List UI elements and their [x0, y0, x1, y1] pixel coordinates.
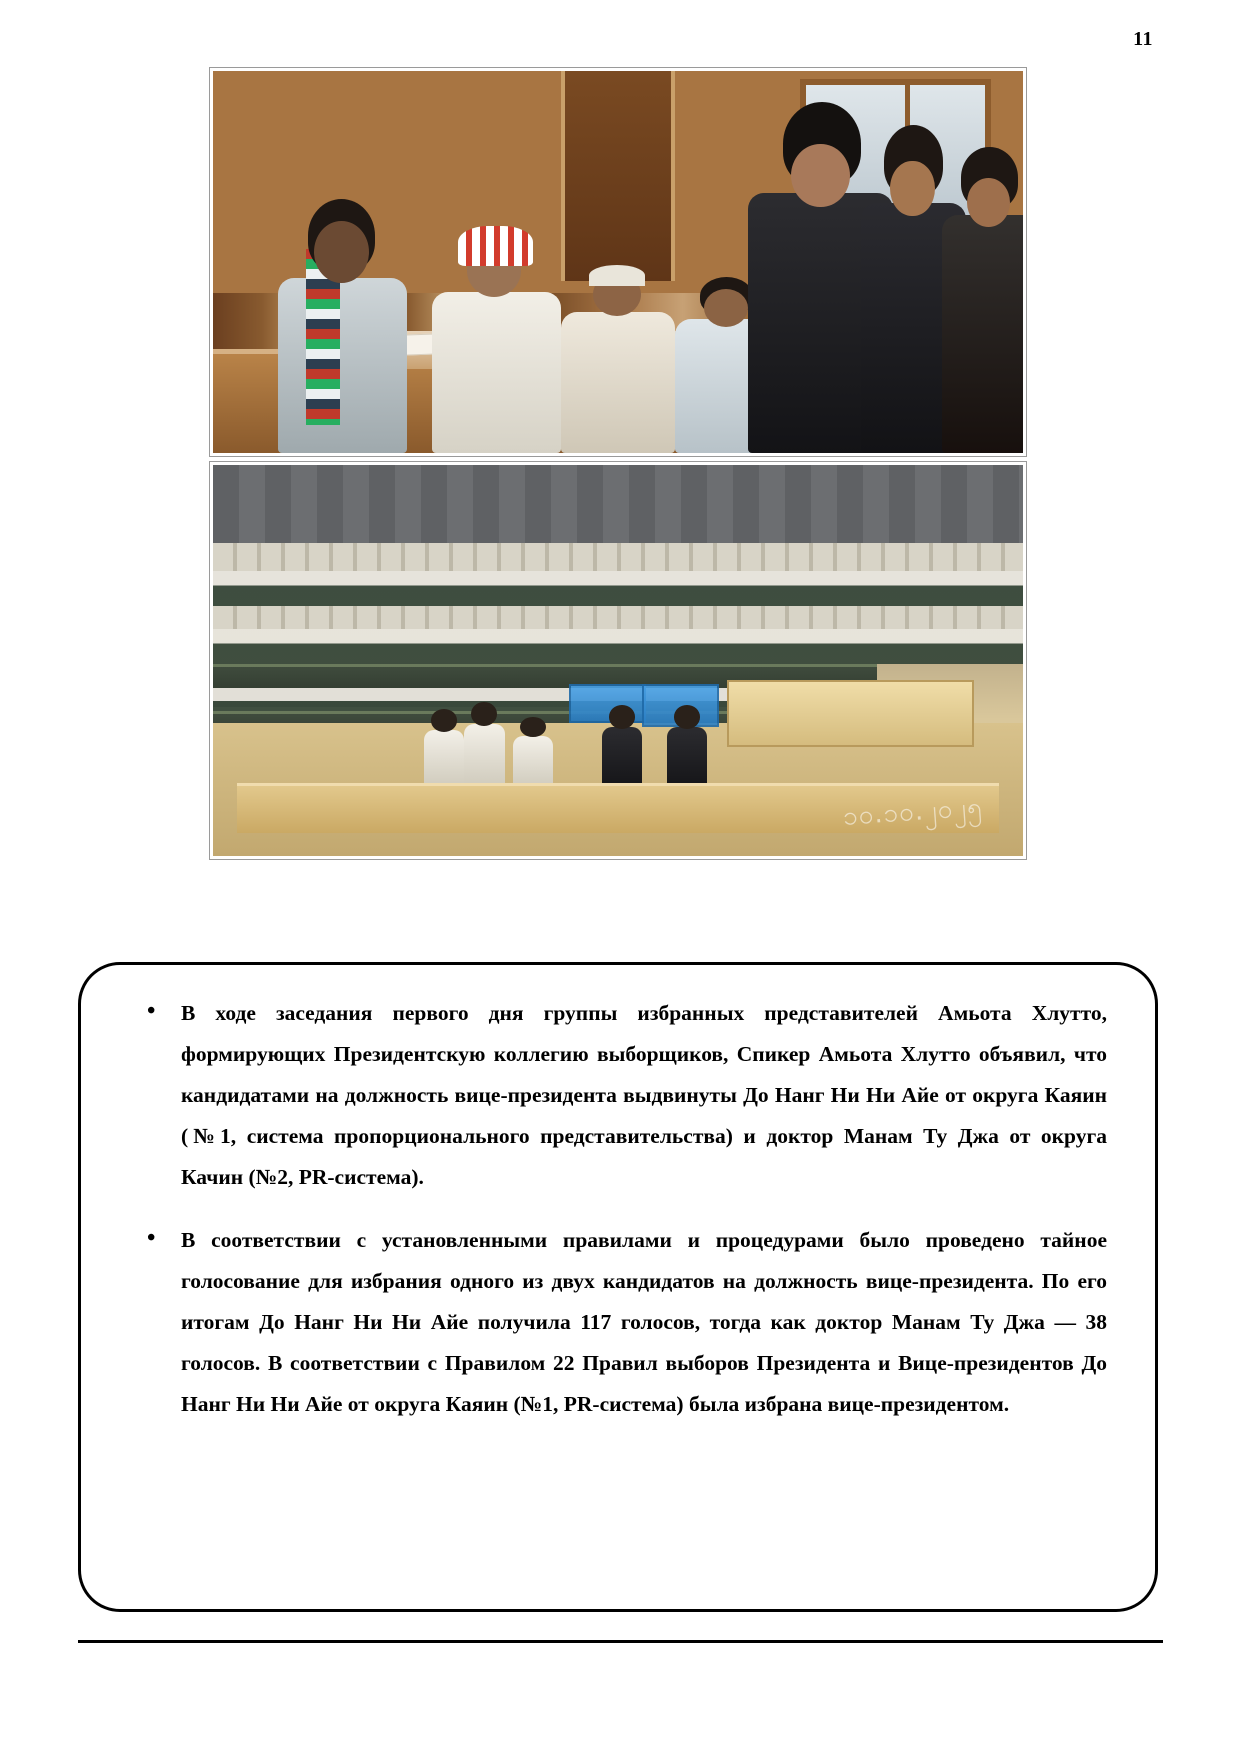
photo2-delegate-row: [213, 571, 1023, 606]
photo2-seat-row: [213, 606, 1023, 629]
photo2-person: [667, 704, 708, 794]
page-number: 11: [1133, 28, 1153, 50]
photo2-table: [727, 680, 974, 747]
photo-parliament-hall: [210, 462, 1026, 859]
photo1-person: [278, 170, 408, 453]
photo2-person: [602, 704, 643, 794]
photo2-person: [424, 707, 465, 793]
footer-divider: [78, 1640, 1163, 1643]
photo-block: [210, 68, 1026, 859]
list-item: • В соответствии с установленными правилами и процедурами было проведено тайное голосование для избрания одного из двух кандидатов на должность вице-президента. По его итогам До Нанг Ни Ни Айе получила 117 голосов, тогда как доктор Манам Ту Джа — 38 голосов. В соответствии с Правилом 22 Правил выборов Президента и Вице-президентов До Нанг Ни Ни Айе от округа Каяин (№1, PR-система) была избрана вице-президентом.: [129, 1220, 1107, 1425]
list-item: • В ходе заседания первого дня группы избранных представителей Амьота Хлутто, формирующих Президентскую коллегию выборщиков, Спикер Амьота Хлутто объявил, что кандидатами на должность вице-президента выдвинуты До Нанг Ни Ни Айе от округа Каяин (№1, система пропорционального представительства) и доктор Манам Ту Джа от округа Качин (№2, PR-система).: [129, 993, 1107, 1198]
photo2-delegate-row: [213, 629, 1023, 664]
callout-box: [78, 962, 1158, 1612]
photo1-person: [942, 147, 1026, 453]
bullet-list: [129, 993, 1107, 1425]
photo-registration-desk: [210, 68, 1026, 456]
photo2-watermark: ၁၀.၁၀.၂၀၂၅: [841, 791, 984, 832]
photo2-seat-row: [213, 543, 1023, 570]
photo1-person: [561, 239, 674, 453]
photo2-person: [464, 700, 505, 794]
photo1-person: [432, 201, 562, 453]
